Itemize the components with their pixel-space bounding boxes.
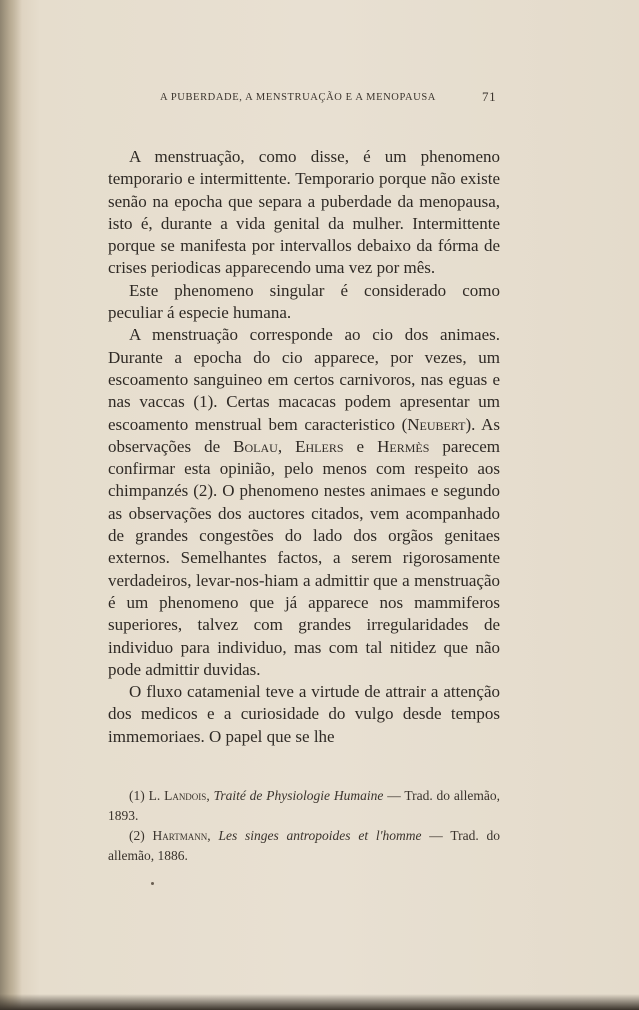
ink-speck xyxy=(151,882,154,885)
paragraph-3-part-a: A menstruação corresponde ao cio dos animaes. Durante a epocha do cio apparece, por vezes, um escoamento sanguineo em certos carnivoros, nas eguas e nas vaccas (1). Certas macacas podem apresentar um escoamento menstrual bem caracteristico ( xyxy=(108,325,500,434)
paragraph-2: Este phenomeno singular é considerado como peculiar á especie humana. xyxy=(108,280,500,323)
footnote-2-rest: — Trad. do allemão, 1886. xyxy=(108,828,501,863)
footnote-2-separator: , xyxy=(207,828,219,843)
paragraph-4: O fluxo catamenial teve a virtude de attrair a attenção dos medicos e a curiosidade do vulgo desde tempos immemoriaes. O papel que se lhe xyxy=(108,682,500,746)
footnote-1-rest: — Trad. do allemão, 1893. xyxy=(108,788,501,823)
page-number: 71 xyxy=(482,89,497,104)
footnote-1-title: Traité de Physiologie Humaine xyxy=(213,788,384,803)
paragraph-3-part-e: parecem confirmar esta opinião, pelo menos com respeito aos chimpanzés (2). O phenomeno nestes animaes e segundo as observações dos auctores citados, vem acompanhado de grandes congestões do lado dos orgãos genitaes externos. Semelhantes factos, a serem rigorosamente verdadeiros, levar-nos-hiam a admittir que a menstruação é um phenomeno que já apparece nos mammiferos superiores, talvez com grandes irregularidades de individuo para individuo, mas com tal nitidez que não pode admittir duvidas. xyxy=(108,436,500,679)
author-hermes: Hermès xyxy=(377,436,430,456)
footnote-1-author: L. Landois xyxy=(148,788,207,803)
footnote-2-author: Hartmann xyxy=(152,828,208,843)
author-ehlers: Ehlers xyxy=(295,436,344,456)
paragraph-3-part-b: ). As observações de xyxy=(108,414,500,456)
body-text xyxy=(108,146,500,748)
paragraph-3-part-c: , xyxy=(277,436,296,456)
paragraph-3 xyxy=(108,324,500,681)
footnote-2-number: (2) xyxy=(129,828,153,843)
footnotes xyxy=(108,786,500,866)
footnote-1-separator: , xyxy=(206,788,214,803)
author-neubert: Neubert xyxy=(407,414,466,434)
footnote-2-title: Les singes antropoides et l'homme xyxy=(218,828,422,843)
footnote-1 xyxy=(108,786,500,826)
footnote-2 xyxy=(108,826,500,866)
paragraph-3-part-d: e xyxy=(343,436,378,456)
paragraph-1: A menstruação, como disse, é um phenomeno temporario e intermittente. Temporario porque não existe senão na epocha que separa a puberdade da menopausa, isto é, durante a vida genital da mulher. Intermittente porque se manifesta por intervallos debaixo da fórma de crises periodicas apparecendo uma vez por mês. xyxy=(108,147,500,278)
running-title: A PUBERDADE, A MENSTRUAÇÃO E A MENOPAUSA xyxy=(160,92,436,103)
footnote-1-number: (1) xyxy=(129,788,149,803)
author-bolau: Bolau xyxy=(233,436,278,456)
